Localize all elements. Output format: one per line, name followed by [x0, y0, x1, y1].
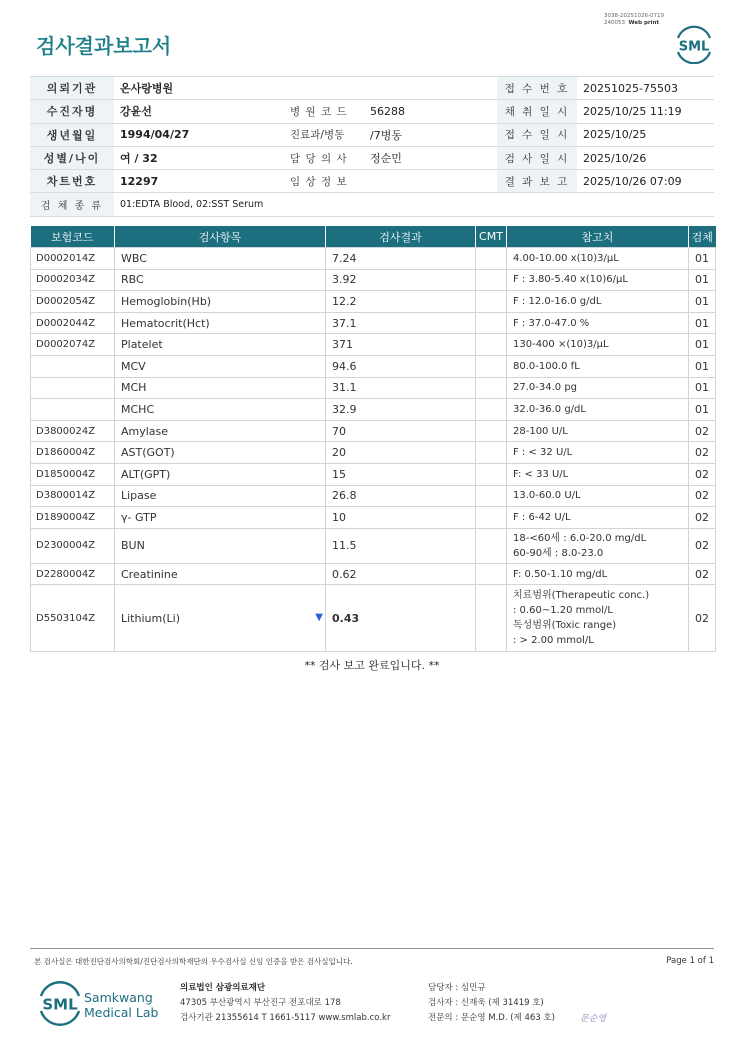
- info-value: 2025/10/25: [577, 123, 714, 146]
- cell-item: WBC: [115, 248, 326, 270]
- cell-code: D1860004Z: [31, 442, 115, 464]
- table-row: [31, 528, 716, 563]
- print-id-line2: 240053: [604, 20, 625, 26]
- cell-ref: F: 0.50-1.10 mg/dL: [507, 563, 689, 585]
- info-value: 강윤선: [114, 100, 284, 123]
- info-value: 2025/10/25 11:19: [577, 100, 714, 123]
- info-value: 12297: [114, 170, 284, 193]
- info-value: [364, 170, 497, 193]
- info-row: [30, 170, 714, 193]
- cell-ref: [507, 528, 689, 563]
- info-label: 생년월일: [30, 123, 114, 146]
- cell-cmt: [476, 420, 507, 442]
- cell-code: D1890004Z: [31, 507, 115, 529]
- cell-cmt: [476, 312, 507, 334]
- staff-specialist: 전문의 : 문순영 M.D. (제 463 호): [428, 1013, 555, 1023]
- info-value: 여 / 32: [114, 146, 284, 169]
- cell-value: 11.5: [326, 528, 476, 563]
- cell-ref: F : 37.0-47.0 %: [507, 312, 689, 334]
- cell-item: Amylase: [115, 420, 326, 442]
- cell-cmt: [476, 377, 507, 399]
- info-label: 접 수 일 시: [497, 123, 577, 146]
- cell-spec: 01: [689, 312, 716, 334]
- col-header-spec: 검체: [689, 226, 716, 248]
- cell-code: D1850004Z: [31, 463, 115, 485]
- info-label: 성별/나이: [30, 146, 114, 169]
- cell-ref: F : 6-42 U/L: [507, 507, 689, 529]
- info-value: 2025/10/26: [577, 146, 714, 169]
- info-value: /7병동: [364, 123, 497, 146]
- footer-logo-name: [84, 990, 158, 1020]
- cell-item: AST(GOT): [115, 442, 326, 464]
- table-row: [31, 399, 716, 421]
- org-name: 의료법인 삼광의료재단: [180, 983, 266, 993]
- cell-ref: [507, 585, 689, 652]
- info-label: 임 상 정 보: [284, 170, 364, 193]
- cell-value: 15: [326, 463, 476, 485]
- cell-cmt: [476, 399, 507, 421]
- info-value: 정순민: [364, 146, 497, 169]
- info-label: 차트번호: [30, 170, 114, 193]
- item-name: Lithium(Li): [121, 611, 180, 625]
- info-value: 56288: [364, 100, 497, 123]
- ref-line: : > 2.00 mmol/L: [513, 635, 594, 647]
- cell-cmt: [476, 563, 507, 585]
- info-row: [30, 193, 714, 216]
- cell-value: 70: [326, 420, 476, 442]
- sml-footer-logo-text: SML: [42, 995, 78, 1014]
- cell-code: D0002014Z: [31, 248, 115, 270]
- table-row: [31, 291, 716, 313]
- ref-line: 치료범위(Therapeutic conc.): [513, 590, 650, 602]
- table-row: [31, 248, 716, 270]
- cell-cmt: [476, 355, 507, 377]
- table-row: [31, 485, 716, 507]
- cell-spec: 02: [689, 485, 716, 507]
- info-value: [364, 77, 497, 100]
- cell-code: D0002044Z: [31, 312, 115, 334]
- sml-logo-text: SML: [678, 39, 710, 55]
- cell-spec: 01: [689, 355, 716, 377]
- staff-tester: 검사자 : 신재욱 (제 31419 호): [428, 998, 544, 1008]
- table-row: [31, 377, 716, 399]
- cell-spec: 01: [689, 248, 716, 270]
- table-row: [31, 507, 716, 529]
- info-label: [284, 77, 364, 100]
- cell-item: Creatinine: [115, 563, 326, 585]
- info-label: 담 당 의 사: [284, 146, 364, 169]
- cell-code: D0002054Z: [31, 291, 115, 313]
- cell-ref: F : 3.80-5.40 x(10)6/μL: [507, 269, 689, 291]
- sml-logo-icon: [672, 24, 716, 64]
- cell-cmt: [476, 442, 507, 464]
- info-label: 수진자명: [30, 100, 114, 123]
- table-row: [31, 334, 716, 356]
- cell-item: [115, 585, 326, 652]
- cell-item: MCHC: [115, 399, 326, 421]
- cell-item: Hematocrit(Hct): [115, 312, 326, 334]
- info-row: [30, 100, 714, 123]
- info-label: 채 취 일 시: [497, 100, 577, 123]
- cell-ref: 80.0-100.0 fL: [507, 355, 689, 377]
- col-header-cmt: CMT: [476, 226, 507, 248]
- cell-spec: 02: [689, 585, 716, 652]
- footer-divider: [30, 948, 714, 949]
- cell-item: Lipase: [115, 485, 326, 507]
- logo-line2: Medical Lab: [84, 1005, 159, 1020]
- cell-spec: 02: [689, 463, 716, 485]
- cell-ref: 13.0-60.0 U/L: [507, 485, 689, 507]
- cell-value: 12.2: [326, 291, 476, 313]
- info-label: 진료과/병동: [284, 123, 364, 146]
- cell-code: [31, 377, 115, 399]
- cell-spec: 01: [689, 377, 716, 399]
- cell-code: D3800014Z: [31, 485, 115, 507]
- cell-ref: F: < 33 U/L: [507, 463, 689, 485]
- results-table: [30, 226, 716, 652]
- ref-line: 18-<60세 : 6.0-20.0 mg/dL: [513, 532, 647, 544]
- cell-spec: 02: [689, 420, 716, 442]
- cell-value: 26.8: [326, 485, 476, 507]
- org-contact: 검사기관 21355614 T 1661-5117 www.smlab.co.kr: [180, 1013, 391, 1023]
- info-row: [30, 123, 714, 146]
- org-address: 47305 부산광역시 부산진구 전포대로 178: [180, 998, 341, 1008]
- info-label: 병 원 코 드: [284, 100, 364, 123]
- cell-code: D0002074Z: [31, 334, 115, 356]
- low-flag-icon: ▼: [315, 611, 323, 623]
- cell-value: 10: [326, 507, 476, 529]
- cell-ref: 27.0-34.0 pg: [507, 377, 689, 399]
- cell-value: 3.92: [326, 269, 476, 291]
- info-value: 2025/10/26 07:09: [577, 170, 714, 193]
- info-value: 01:EDTA Blood, 02:SST Serum: [114, 193, 714, 216]
- info-value: 1994/04/27: [114, 123, 284, 146]
- info-label: 의뢰기관: [30, 77, 114, 100]
- info-value: 온사랑병원: [114, 77, 284, 100]
- col-header-ref: 참고치: [507, 226, 689, 248]
- sml-footer-logo-icon: [36, 980, 84, 1026]
- info-label: 검 사 일 시: [497, 146, 577, 169]
- patient-info-table: [30, 76, 714, 217]
- cell-code: D2300004Z: [31, 528, 115, 563]
- print-id-line1: 3038-20251026-0719: [604, 13, 664, 19]
- cell-ref: F : 12.0-16.0 g/dL: [507, 291, 689, 313]
- organization-info: [180, 981, 390, 1026]
- cell-cmt: [476, 528, 507, 563]
- cell-spec: 02: [689, 528, 716, 563]
- cell-cmt: [476, 291, 507, 313]
- accreditation-note: 본 검사실은 대한진단검사의학회/진단검사의학재단의 우수검사실 신임 인증을 받은 검사실입니다.: [34, 957, 353, 966]
- staff-manager: 담당자 : 심민규: [428, 983, 486, 993]
- cell-value: 20: [326, 442, 476, 464]
- table-row: [31, 269, 716, 291]
- cell-spec: 01: [689, 399, 716, 421]
- col-header-code: 보험코드: [31, 226, 115, 248]
- cell-cmt: [476, 585, 507, 652]
- cell-ref: 28-100 U/L: [507, 420, 689, 442]
- cell-ref: F : < 32 U/L: [507, 442, 689, 464]
- cell-item: BUN: [115, 528, 326, 563]
- print-mode: Web print: [628, 20, 660, 26]
- cell-value: 94.6: [326, 355, 476, 377]
- info-label: 접 수 번 호: [497, 77, 577, 100]
- cell-cmt: [476, 248, 507, 270]
- page-number: Page 1 of 1: [666, 956, 714, 966]
- col-header-value: 검사결과: [326, 226, 476, 248]
- cell-item: ALT(GPT): [115, 463, 326, 485]
- report-complete-note: ** 검사 보고 완료입니다. **: [304, 659, 440, 672]
- cell-code: D2280004Z: [31, 563, 115, 585]
- signature: 문순영: [580, 1014, 607, 1024]
- cell-code: D3800024Z: [31, 420, 115, 442]
- cell-cmt: [476, 269, 507, 291]
- staff-info: [428, 981, 555, 1026]
- table-row: [31, 420, 716, 442]
- cell-spec: 01: [689, 334, 716, 356]
- info-row: [30, 77, 714, 100]
- table-row: [31, 563, 716, 585]
- cell-spec: 01: [689, 269, 716, 291]
- ref-line: : 0.60~1.20 mmol/L: [513, 605, 613, 617]
- ref-line: 독성범위(Toxic range): [513, 620, 617, 632]
- cell-item: MCH: [115, 377, 326, 399]
- cell-ref: 4.00-10.00 x(10)3/μL: [507, 248, 689, 270]
- cell-item: RBC: [115, 269, 326, 291]
- cell-value: 0.43: [326, 585, 476, 652]
- cell-cmt: [476, 463, 507, 485]
- table-row: [31, 312, 716, 334]
- cell-ref: 130-400 ×(10)3/μL: [507, 334, 689, 356]
- cell-cmt: [476, 485, 507, 507]
- ref-line: 60-90세 : 8.0-23.0: [513, 547, 604, 559]
- cell-value: 32.9: [326, 399, 476, 421]
- cell-value: 7.24: [326, 248, 476, 270]
- info-label: 검 체 종 류: [30, 193, 114, 216]
- info-value: 20251025-75503: [577, 77, 714, 100]
- print-id: [604, 13, 664, 27]
- cell-spec: 01: [689, 291, 716, 313]
- cell-code: [31, 399, 115, 421]
- results-header-row: [31, 226, 716, 248]
- cell-cmt: [476, 507, 507, 529]
- cell-ref: 32.0-36.0 g/dL: [507, 399, 689, 421]
- table-row: [31, 463, 716, 485]
- report-title: 검사결과보고서: [36, 34, 172, 58]
- cell-spec: 02: [689, 563, 716, 585]
- info-label: 결 과 보 고: [497, 170, 577, 193]
- cell-value: 31.1: [326, 377, 476, 399]
- info-row: [30, 146, 714, 169]
- col-header-item: 검사항목: [115, 226, 326, 248]
- table-row: [31, 355, 716, 377]
- cell-value: 0.62: [326, 563, 476, 585]
- cell-item: Platelet: [115, 334, 326, 356]
- cell-code: D5503104Z: [31, 585, 115, 652]
- cell-code: D0002034Z: [31, 269, 115, 291]
- logo-line1: Samkwang: [84, 990, 153, 1005]
- cell-item: Hemoglobin(Hb): [115, 291, 326, 313]
- cell-spec: 02: [689, 507, 716, 529]
- cell-code: [31, 355, 115, 377]
- cell-item: MCV: [115, 355, 326, 377]
- cell-cmt: [476, 334, 507, 356]
- cell-spec: 02: [689, 442, 716, 464]
- table-row: [31, 585, 716, 652]
- cell-value: 371: [326, 334, 476, 356]
- cell-item: γ- GTP: [115, 507, 326, 529]
- cell-value: 37.1: [326, 312, 476, 334]
- table-row: [31, 442, 716, 464]
